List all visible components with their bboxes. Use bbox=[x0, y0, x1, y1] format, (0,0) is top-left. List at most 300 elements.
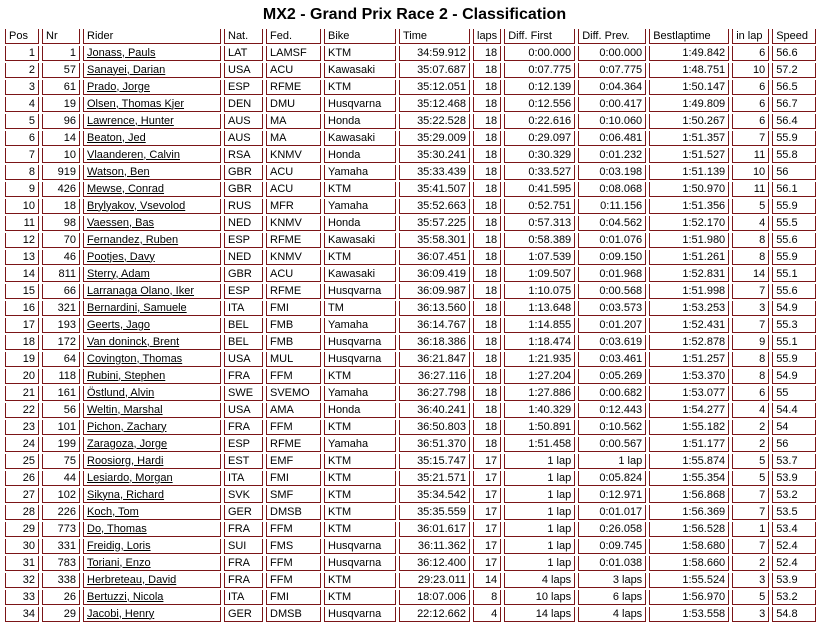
rider-cell-link[interactable]: Fernandez, Ruben bbox=[83, 233, 221, 248]
bike-cell: KTM bbox=[324, 46, 396, 61]
bestlaptime-cell: 1:51.261 bbox=[649, 250, 729, 265]
diff_prev-cell: 0:05.269 bbox=[578, 369, 646, 384]
nr-cell: 101 bbox=[42, 420, 80, 435]
diff_prev-cell: 3 laps bbox=[578, 573, 646, 588]
time-cell: 36:51.370 bbox=[399, 437, 470, 452]
table-row bbox=[5, 301, 816, 316]
bike-cell: Husqvarna bbox=[324, 335, 396, 350]
rider-cell-link[interactable]: Herbreteau, David bbox=[83, 573, 221, 588]
diff_first-cell: 4 laps bbox=[504, 573, 575, 588]
speed-cell: 53.4 bbox=[772, 522, 816, 537]
in_lap-cell: 8 bbox=[732, 250, 769, 265]
table-row bbox=[5, 573, 816, 588]
bike-cell: Yamaha bbox=[324, 386, 396, 401]
bestlaptime-cell: 1:55.354 bbox=[649, 471, 729, 486]
pos-cell: 31 bbox=[5, 556, 39, 571]
diff_first-cell: 1:50.891 bbox=[504, 420, 575, 435]
table-row bbox=[5, 505, 816, 520]
diff_prev-cell: 0:11.156 bbox=[578, 199, 646, 214]
bike-cell: Kawasaki bbox=[324, 63, 396, 78]
bestlaptime-cell: 1:50.147 bbox=[649, 80, 729, 95]
diff_first-cell: 0:33.527 bbox=[504, 165, 575, 180]
nat-cell: ESP bbox=[224, 284, 263, 299]
in_lap-cell: 7 bbox=[732, 318, 769, 333]
nr-cell: 44 bbox=[42, 471, 80, 486]
nr-cell: 321 bbox=[42, 301, 80, 316]
nr-cell: 19 bbox=[42, 97, 80, 112]
column-header-in_lap: in lap bbox=[732, 29, 769, 44]
time-cell: 35:57.225 bbox=[399, 216, 470, 231]
fed-cell: KNMV bbox=[266, 250, 321, 265]
pos-cell: 21 bbox=[5, 386, 39, 401]
nr-cell: 161 bbox=[42, 386, 80, 401]
diff_prev-cell: 4 laps bbox=[578, 607, 646, 622]
rider-cell-link[interactable]: Geerts, Jago bbox=[83, 318, 221, 333]
laps-cell: 18 bbox=[473, 97, 501, 112]
fed-cell: MA bbox=[266, 131, 321, 146]
diff_first-cell: 1:21.935 bbox=[504, 352, 575, 367]
nat-cell: RSA bbox=[224, 148, 263, 163]
table-row bbox=[5, 233, 816, 248]
bestlaptime-cell: 1:51.357 bbox=[649, 131, 729, 146]
pos-cell: 26 bbox=[5, 471, 39, 486]
rider-cell-link[interactable]: Lesiardo, Morgan bbox=[83, 471, 221, 486]
pos-cell: 22 bbox=[5, 403, 39, 418]
nr-cell: 10 bbox=[42, 148, 80, 163]
nr-cell: 57 bbox=[42, 63, 80, 78]
fed-cell: RFME bbox=[266, 437, 321, 452]
time-cell: 35:21.571 bbox=[399, 471, 470, 486]
speed-cell: 55.9 bbox=[772, 352, 816, 367]
time-cell: 35:34.542 bbox=[399, 488, 470, 503]
diff_prev-cell: 1 lap bbox=[578, 454, 646, 469]
nr-cell: 773 bbox=[42, 522, 80, 537]
bike-cell: Kawasaki bbox=[324, 233, 396, 248]
speed-cell: 56 bbox=[772, 165, 816, 180]
nr-cell: 56 bbox=[42, 403, 80, 418]
fed-cell: FMI bbox=[266, 301, 321, 316]
in_lap-cell: 2 bbox=[732, 437, 769, 452]
bike-cell: KTM bbox=[324, 250, 396, 265]
bike-cell: Honda bbox=[324, 114, 396, 129]
nat-cell: ESP bbox=[224, 80, 263, 95]
pos-cell: 4 bbox=[5, 97, 39, 112]
nat-cell: AUS bbox=[224, 114, 263, 129]
nr-cell: 193 bbox=[42, 318, 80, 333]
table-row bbox=[5, 165, 816, 180]
nr-cell: 331 bbox=[42, 539, 80, 554]
bestlaptime-cell: 1:51.527 bbox=[649, 148, 729, 163]
speed-cell: 55.5 bbox=[772, 216, 816, 231]
diff_prev-cell: 0:09.745 bbox=[578, 539, 646, 554]
rider-cell-link[interactable]: Koch, Tom bbox=[83, 505, 221, 520]
speed-cell: 55.1 bbox=[772, 335, 816, 350]
rider-cell-link[interactable]: Rubini, Stephen bbox=[83, 369, 221, 384]
bike-cell: Honda bbox=[324, 403, 396, 418]
laps-cell: 17 bbox=[473, 556, 501, 571]
fed-cell: MUL bbox=[266, 352, 321, 367]
bestlaptime-cell: 1:58.660 bbox=[649, 556, 729, 571]
rider-cell-link[interactable]: Bernardini, Samuele bbox=[83, 301, 221, 316]
rider-cell-link[interactable]: Bertuzzi, Nicola bbox=[83, 590, 221, 605]
bestlaptime-cell: 1:53.253 bbox=[649, 301, 729, 316]
laps-cell: 18 bbox=[473, 182, 501, 197]
bestlaptime-cell: 1:56.970 bbox=[649, 590, 729, 605]
bestlaptime-cell: 1:58.680 bbox=[649, 539, 729, 554]
bike-cell: Yamaha bbox=[324, 318, 396, 333]
speed-cell: 54.8 bbox=[772, 607, 816, 622]
laps-cell: 18 bbox=[473, 165, 501, 180]
table-row bbox=[5, 352, 816, 367]
time-cell: 36:09.987 bbox=[399, 284, 470, 299]
bestlaptime-cell: 1:55.874 bbox=[649, 454, 729, 469]
time-cell: 35:30.241 bbox=[399, 148, 470, 163]
fed-cell: FFM bbox=[266, 420, 321, 435]
rider-cell-link[interactable]: Beaton, Jed bbox=[83, 131, 221, 146]
rider-cell-link[interactable]: Jacobi, Henry bbox=[83, 607, 221, 622]
diff_prev-cell: 0:06.481 bbox=[578, 131, 646, 146]
time-cell: 36:13.560 bbox=[399, 301, 470, 316]
nr-cell: 118 bbox=[42, 369, 80, 384]
in_lap-cell: 9 bbox=[732, 335, 769, 350]
time-cell: 36:27.116 bbox=[399, 369, 470, 384]
time-cell: 36:01.617 bbox=[399, 522, 470, 537]
pos-cell: 20 bbox=[5, 369, 39, 384]
nr-cell: 102 bbox=[42, 488, 80, 503]
diff_first-cell: 1:07.539 bbox=[504, 250, 575, 265]
fed-cell: FMB bbox=[266, 335, 321, 350]
speed-cell: 55 bbox=[772, 386, 816, 401]
diff_prev-cell: 0:01.038 bbox=[578, 556, 646, 571]
time-cell: 29:23.011 bbox=[399, 573, 470, 588]
rider-cell-link[interactable]: Do, Thomas bbox=[83, 522, 221, 537]
in_lap-cell: 3 bbox=[732, 301, 769, 316]
laps-cell: 17 bbox=[473, 522, 501, 537]
pos-cell: 3 bbox=[5, 80, 39, 95]
in_lap-cell: 6 bbox=[732, 97, 769, 112]
rider-cell-link[interactable]: Zaragoza, Jorge bbox=[83, 437, 221, 452]
diff_prev-cell: 0:04.364 bbox=[578, 80, 646, 95]
laps-cell: 18 bbox=[473, 335, 501, 350]
table-row bbox=[5, 335, 816, 350]
nr-cell: 98 bbox=[42, 216, 80, 231]
diff_prev-cell: 0:00.567 bbox=[578, 437, 646, 452]
laps-cell: 17 bbox=[473, 505, 501, 520]
speed-cell: 54 bbox=[772, 420, 816, 435]
nr-cell: 64 bbox=[42, 352, 80, 367]
time-cell: 35:22.528 bbox=[399, 114, 470, 129]
table-row bbox=[5, 63, 816, 78]
speed-cell: 55.9 bbox=[772, 250, 816, 265]
diff_first-cell: 1:10.075 bbox=[504, 284, 575, 299]
diff_first-cell: 1:51.458 bbox=[504, 437, 575, 452]
speed-cell: 55.3 bbox=[772, 318, 816, 333]
pos-cell: 8 bbox=[5, 165, 39, 180]
laps-cell: 18 bbox=[473, 80, 501, 95]
diff_first-cell: 0:12.139 bbox=[504, 80, 575, 95]
bestlaptime-cell: 1:53.077 bbox=[649, 386, 729, 401]
pos-cell: 33 bbox=[5, 590, 39, 605]
laps-cell: 17 bbox=[473, 471, 501, 486]
in_lap-cell: 2 bbox=[732, 556, 769, 571]
nr-cell: 46 bbox=[42, 250, 80, 265]
fed-cell: FFM bbox=[266, 369, 321, 384]
nat-cell: ITA bbox=[224, 471, 263, 486]
table-row bbox=[5, 369, 816, 384]
nr-cell: 96 bbox=[42, 114, 80, 129]
bike-cell: Husqvarna bbox=[324, 556, 396, 571]
rider-cell-link[interactable]: Lawrence, Hunter bbox=[83, 114, 221, 129]
bike-cell: TM bbox=[324, 301, 396, 316]
speed-cell: 55.9 bbox=[772, 199, 816, 214]
pos-cell: 30 bbox=[5, 539, 39, 554]
bike-cell: KTM bbox=[324, 590, 396, 605]
fed-cell: AMA bbox=[266, 403, 321, 418]
laps-cell: 18 bbox=[473, 267, 501, 282]
diff_prev-cell: 0:01.017 bbox=[578, 505, 646, 520]
column-header-diff_prev: Diff. Prev. bbox=[578, 29, 646, 44]
rider-cell-link[interactable]: Sikyna, Richard bbox=[83, 488, 221, 503]
diff_first-cell: 0:12.556 bbox=[504, 97, 575, 112]
fed-cell: FMS bbox=[266, 539, 321, 554]
pos-cell: 34 bbox=[5, 607, 39, 622]
rider-cell-link[interactable]: Pichon, Zachary bbox=[83, 420, 221, 435]
rider-cell-link[interactable]: Roosiorg, Hardi bbox=[83, 454, 221, 469]
speed-cell: 56.6 bbox=[772, 46, 816, 61]
pos-cell: 7 bbox=[5, 148, 39, 163]
speed-cell: 52.4 bbox=[772, 539, 816, 554]
laps-cell: 18 bbox=[473, 318, 501, 333]
fed-cell: FMI bbox=[266, 590, 321, 605]
in_lap-cell: 11 bbox=[732, 148, 769, 163]
pos-cell: 2 bbox=[5, 63, 39, 78]
diff_prev-cell: 6 laps bbox=[578, 590, 646, 605]
time-cell: 36:12.400 bbox=[399, 556, 470, 571]
nat-cell: LAT bbox=[224, 46, 263, 61]
bike-cell: KTM bbox=[324, 573, 396, 588]
bike-cell: KTM bbox=[324, 454, 396, 469]
in_lap-cell: 10 bbox=[732, 165, 769, 180]
table-row bbox=[5, 148, 816, 163]
page-title: MX2 - Grand Prix Race 2 - Classification bbox=[262, 6, 567, 23]
in_lap-cell: 5 bbox=[732, 199, 769, 214]
time-cell: 36:21.847 bbox=[399, 352, 470, 367]
speed-cell: 57.2 bbox=[772, 63, 816, 78]
table-row bbox=[5, 539, 816, 554]
column-header-pos: Pos bbox=[5, 29, 39, 44]
rider-cell-link[interactable]: Sanayei, Darian bbox=[83, 63, 221, 78]
bike-cell: KTM bbox=[324, 369, 396, 384]
diff_first-cell: 1 lap bbox=[504, 471, 575, 486]
in_lap-cell: 7 bbox=[732, 284, 769, 299]
fed-cell: RFME bbox=[266, 233, 321, 248]
table-row bbox=[5, 471, 816, 486]
speed-cell: 54.4 bbox=[772, 403, 816, 418]
pos-cell: 10 bbox=[5, 199, 39, 214]
time-cell: 35:15.747 bbox=[399, 454, 470, 469]
pos-cell: 11 bbox=[5, 216, 39, 231]
bike-cell: Yamaha bbox=[324, 437, 396, 452]
diff_prev-cell: 0:12.971 bbox=[578, 488, 646, 503]
fed-cell: SVEMO bbox=[266, 386, 321, 401]
nat-cell: SWE bbox=[224, 386, 263, 401]
nr-cell: 26 bbox=[42, 590, 80, 605]
in_lap-cell: 1 bbox=[732, 522, 769, 537]
in_lap-cell: 11 bbox=[732, 182, 769, 197]
time-cell: 22:12.662 bbox=[399, 607, 470, 622]
rider-cell-link[interactable]: Watson, Ben bbox=[83, 165, 221, 180]
diff_prev-cell: 0:04.562 bbox=[578, 216, 646, 231]
pos-cell: 18 bbox=[5, 335, 39, 350]
bike-cell: KTM bbox=[324, 505, 396, 520]
fed-cell: DMU bbox=[266, 97, 321, 112]
nat-cell: DEN bbox=[224, 97, 263, 112]
speed-cell: 53.5 bbox=[772, 505, 816, 520]
column-header-rider: Rider bbox=[83, 29, 221, 44]
nat-cell: USA bbox=[224, 403, 263, 418]
pos-cell: 25 bbox=[5, 454, 39, 469]
laps-cell: 4 bbox=[473, 607, 501, 622]
bestlaptime-cell: 1:56.868 bbox=[649, 488, 729, 503]
table-row bbox=[5, 114, 816, 129]
column-header-nr: Nr bbox=[42, 29, 80, 44]
rider-cell-link[interactable]: Toriani, Enzo bbox=[83, 556, 221, 571]
fed-cell: DMSB bbox=[266, 505, 321, 520]
diff_prev-cell: 0:08.068 bbox=[578, 182, 646, 197]
diff_first-cell: 1:27.886 bbox=[504, 386, 575, 401]
laps-cell: 18 bbox=[473, 437, 501, 452]
diff_first-cell: 1 lap bbox=[504, 488, 575, 503]
diff_first-cell: 14 laps bbox=[504, 607, 575, 622]
bike-cell: KTM bbox=[324, 488, 396, 503]
speed-cell: 55.6 bbox=[772, 233, 816, 248]
fed-cell: MA bbox=[266, 114, 321, 129]
time-cell: 36:07.451 bbox=[399, 250, 470, 265]
bestlaptime-cell: 1:55.524 bbox=[649, 573, 729, 588]
rider-cell-link[interactable]: Olsen, Thomas Kjer bbox=[83, 97, 221, 112]
speed-cell: 54.9 bbox=[772, 301, 816, 316]
speed-cell: 56 bbox=[772, 437, 816, 452]
rider-cell-link[interactable]: Larranaga Olano, Iker bbox=[83, 284, 221, 299]
diff_first-cell: 1 lap bbox=[504, 505, 575, 520]
bike-cell: Honda bbox=[324, 148, 396, 163]
fed-cell: RFME bbox=[266, 284, 321, 299]
rider-cell-link[interactable]: Vlaanderen, Calvin bbox=[83, 148, 221, 163]
fed-cell: ACU bbox=[266, 165, 321, 180]
nat-cell: GBR bbox=[224, 267, 263, 282]
speed-cell: 55.9 bbox=[772, 131, 816, 146]
diff_first-cell: 1 lap bbox=[504, 539, 575, 554]
nat-cell: FRA bbox=[224, 573, 263, 588]
bike-cell: Husqvarna bbox=[324, 352, 396, 367]
pos-cell: 17 bbox=[5, 318, 39, 333]
rider-cell-link[interactable]: Weltin, Marshal bbox=[83, 403, 221, 418]
nr-cell: 199 bbox=[42, 437, 80, 452]
rider-cell-link[interactable]: Sterry, Adam bbox=[83, 267, 221, 282]
time-cell: 35:58.301 bbox=[399, 233, 470, 248]
nr-cell: 1 bbox=[42, 46, 80, 61]
in_lap-cell: 10 bbox=[732, 63, 769, 78]
nat-cell: SVK bbox=[224, 488, 263, 503]
rider-cell-link[interactable]: Mewse, Conrad bbox=[83, 182, 221, 197]
diff_first-cell: 1:27.204 bbox=[504, 369, 575, 384]
table-row bbox=[5, 607, 816, 622]
nat-cell: FRA bbox=[224, 369, 263, 384]
rider-cell-link[interactable]: Prado, Jorge bbox=[83, 80, 221, 95]
table-row bbox=[5, 590, 816, 605]
column-header-laps: laps bbox=[473, 29, 501, 44]
rider-cell-link[interactable]: Freidig, Loris bbox=[83, 539, 221, 554]
time-cell: 36:09.419 bbox=[399, 267, 470, 282]
nr-cell: 172 bbox=[42, 335, 80, 350]
rider-cell-link[interactable]: Jonass, Pauls bbox=[83, 46, 221, 61]
nat-cell: BEL bbox=[224, 318, 263, 333]
rider-cell-link[interactable]: Östlund, Alvin bbox=[83, 386, 221, 401]
fed-cell: SMF bbox=[266, 488, 321, 503]
diff_first-cell: 0:41.595 bbox=[504, 182, 575, 197]
laps-cell: 18 bbox=[473, 216, 501, 231]
classification-table bbox=[2, 27, 819, 624]
nat-cell: ESP bbox=[224, 437, 263, 452]
table-header-row bbox=[5, 29, 816, 44]
column-header-speed: Speed bbox=[772, 29, 816, 44]
fed-cell: RFME bbox=[266, 80, 321, 95]
table-row bbox=[5, 488, 816, 503]
bestlaptime-cell: 1:51.257 bbox=[649, 352, 729, 367]
in_lap-cell: 7 bbox=[732, 488, 769, 503]
time-cell: 35:35.559 bbox=[399, 505, 470, 520]
pos-cell: 5 bbox=[5, 114, 39, 129]
bestlaptime-cell: 1:52.431 bbox=[649, 318, 729, 333]
fed-cell: ACU bbox=[266, 267, 321, 282]
laps-cell: 18 bbox=[473, 250, 501, 265]
rider-cell-link[interactable]: Covington, Thomas bbox=[83, 352, 221, 367]
nr-cell: 61 bbox=[42, 80, 80, 95]
rider-cell-link[interactable]: Brylyakov, Vsevolod bbox=[83, 199, 221, 214]
diff_prev-cell: 0:00.000 bbox=[578, 46, 646, 61]
in_lap-cell: 4 bbox=[732, 216, 769, 231]
diff_prev-cell: 0:07.775 bbox=[578, 63, 646, 78]
bike-cell: Yamaha bbox=[324, 165, 396, 180]
diff_first-cell: 1:14.855 bbox=[504, 318, 575, 333]
bestlaptime-cell: 1:55.182 bbox=[649, 420, 729, 435]
laps-cell: 17 bbox=[473, 488, 501, 503]
nat-cell: ITA bbox=[224, 301, 263, 316]
nr-cell: 29 bbox=[42, 607, 80, 622]
column-header-fed: Fed. bbox=[266, 29, 321, 44]
in_lap-cell: 7 bbox=[732, 131, 769, 146]
nat-cell: FRA bbox=[224, 420, 263, 435]
nr-cell: 18 bbox=[42, 199, 80, 214]
pos-cell: 29 bbox=[5, 522, 39, 537]
diff_first-cell: 1 lap bbox=[504, 556, 575, 571]
nat-cell: GER bbox=[224, 505, 263, 520]
rider-cell-link[interactable]: Van doninck, Brent bbox=[83, 335, 221, 350]
rider-cell-link[interactable]: Pootjes, Davy bbox=[83, 250, 221, 265]
in_lap-cell: 5 bbox=[732, 590, 769, 605]
fed-cell: FFM bbox=[266, 522, 321, 537]
fed-cell: ACU bbox=[266, 63, 321, 78]
rider-cell-link[interactable]: Vaessen, Bas bbox=[83, 216, 221, 231]
laps-cell: 14 bbox=[473, 573, 501, 588]
nat-cell: NED bbox=[224, 250, 263, 265]
table-row bbox=[5, 267, 816, 282]
fed-cell: EMF bbox=[266, 454, 321, 469]
fed-cell: FFM bbox=[266, 573, 321, 588]
nat-cell: GBR bbox=[224, 165, 263, 180]
laps-cell: 18 bbox=[473, 63, 501, 78]
laps-cell: 18 bbox=[473, 403, 501, 418]
